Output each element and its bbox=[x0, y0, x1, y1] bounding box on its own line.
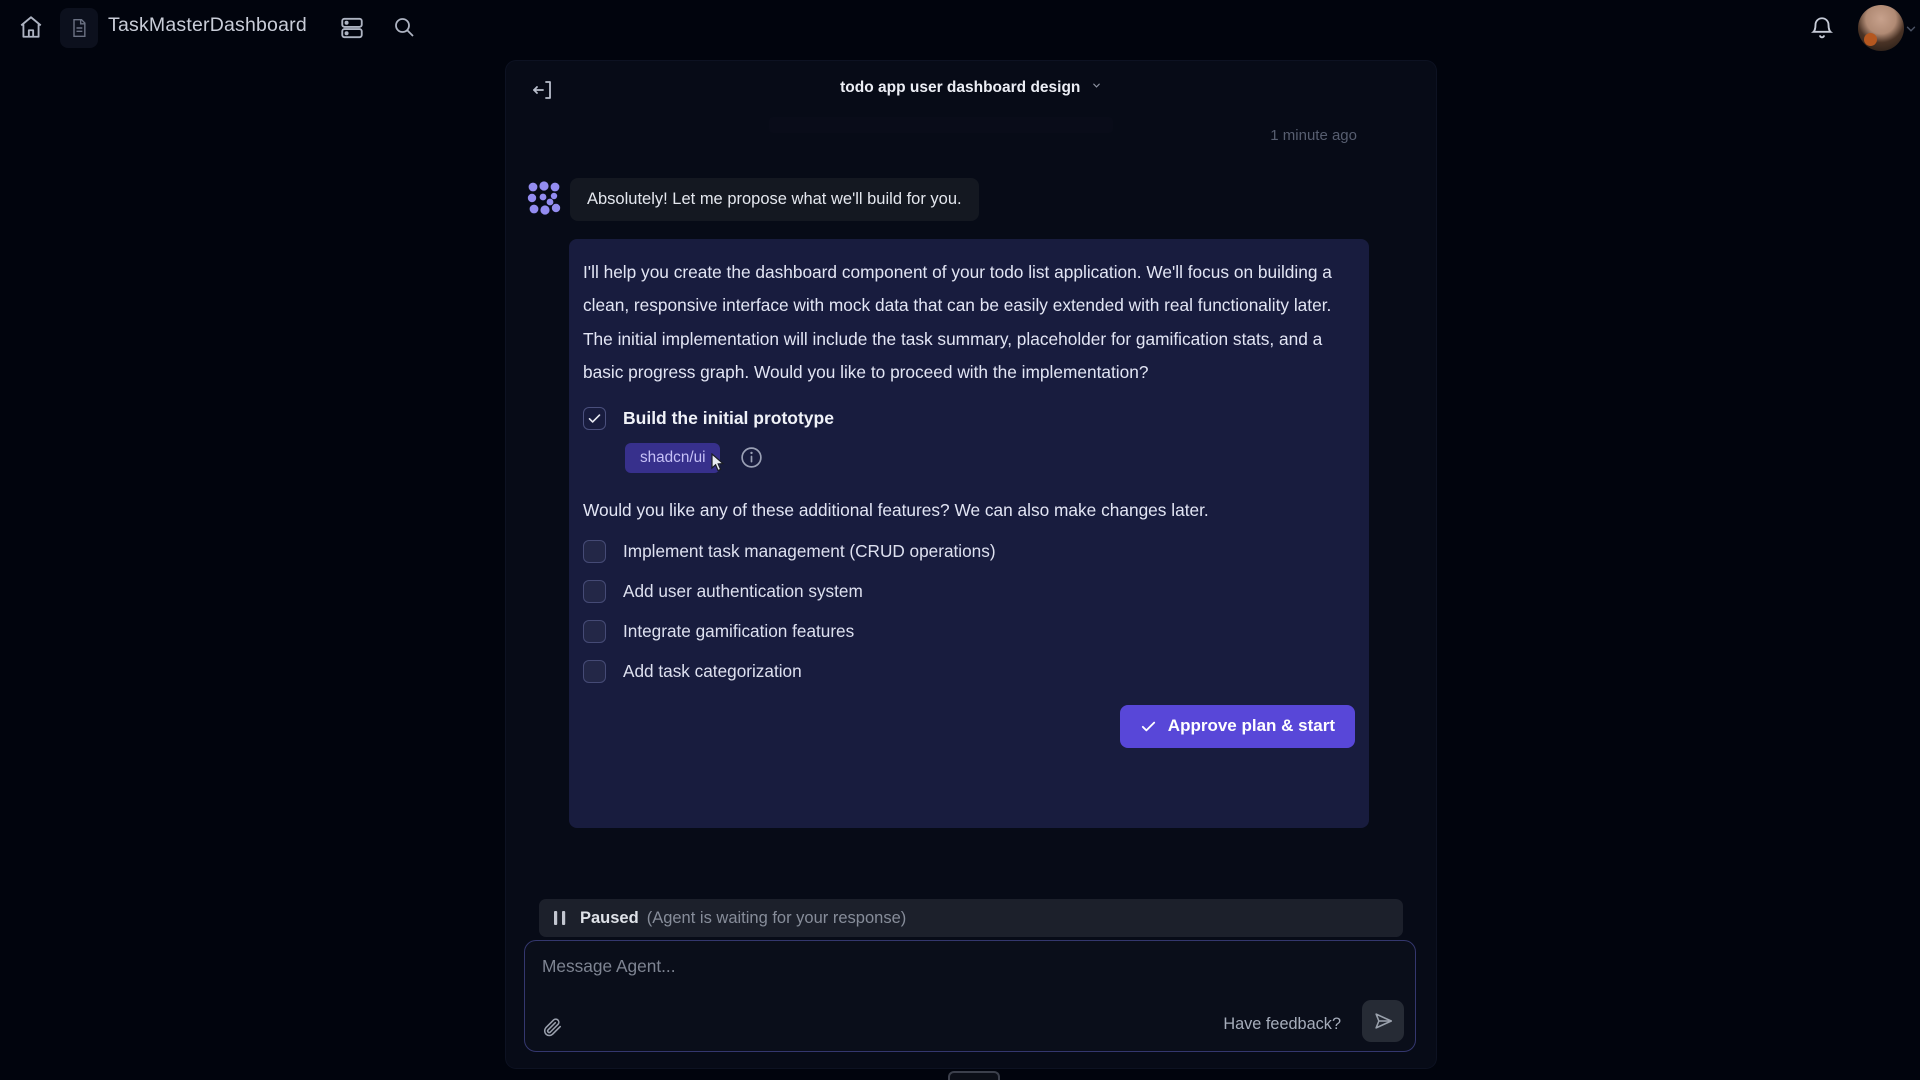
agent-message: Absolutely! Let me propose what we'll build for you. bbox=[570, 178, 979, 221]
feature-options bbox=[583, 540, 1355, 683]
option-label: Integrate gamification features bbox=[623, 620, 855, 641]
paperclip-icon[interactable] bbox=[539, 1014, 565, 1040]
agent-logo-icon bbox=[526, 180, 562, 216]
home-icon[interactable] bbox=[16, 12, 46, 42]
send-button[interactable] bbox=[1362, 1000, 1404, 1042]
project-file-icon[interactable] bbox=[60, 8, 98, 48]
option-row bbox=[583, 660, 1355, 683]
plan-intro: I'll help you create the dashboard component of your todo list application. We'll focus on building a clean, responsive interface with mock data that can be easily extended with real functionality later. The initial implementation will include the task summary, placeholder for gamification stats, and a basic progress graph. Would you like to proceed with the implementation? bbox=[583, 262, 1332, 383]
primary-task-row bbox=[583, 407, 1355, 430]
primary-task-checkbox[interactable] bbox=[583, 407, 606, 430]
primary-task-label: Build the initial prototype bbox=[623, 407, 834, 428]
topbar bbox=[0, 0, 1920, 54]
option-checkbox-gamification[interactable] bbox=[583, 620, 606, 643]
option-row bbox=[583, 540, 1355, 563]
badge-row bbox=[625, 443, 1355, 473]
avatar-chevron-down-icon[interactable] bbox=[1904, 22, 1918, 36]
bell-icon[interactable] bbox=[1806, 12, 1838, 44]
option-row bbox=[583, 580, 1355, 603]
message-timestamp: 1 minute ago bbox=[1270, 127, 1357, 144]
info-icon[interactable] bbox=[739, 445, 764, 470]
app-title: TaskMasterDashboard bbox=[108, 14, 307, 36]
shadcn-badge[interactable]: shadcn/ui bbox=[625, 443, 720, 473]
message-input[interactable] bbox=[525, 941, 1415, 1005]
option-label: Add user authentication system bbox=[623, 580, 863, 601]
message-composer bbox=[524, 940, 1416, 1052]
user-avatar[interactable] bbox=[1858, 5, 1904, 51]
chat-panel bbox=[506, 61, 1436, 1068]
plan-card bbox=[569, 239, 1369, 828]
faded-previous-message bbox=[769, 117, 1113, 133]
check-icon bbox=[1140, 718, 1157, 735]
agent-status-bar bbox=[539, 899, 1403, 937]
feedback-link[interactable]: Have feedback? bbox=[1223, 1015, 1341, 1033]
option-checkbox-categorization[interactable] bbox=[583, 660, 606, 683]
status-state: Paused bbox=[580, 908, 639, 927]
chat-title-dropdown[interactable] bbox=[506, 78, 1436, 97]
chat-title: todo app user dashboard design bbox=[840, 79, 1081, 96]
option-checkbox-authentication[interactable] bbox=[583, 580, 606, 603]
status-detail: (Agent is waiting for your response) bbox=[646, 908, 907, 927]
option-checkbox-task-management[interactable] bbox=[583, 540, 606, 563]
chevron-down-icon bbox=[1091, 78, 1102, 95]
approve-row bbox=[583, 705, 1355, 748]
approve-plan-label: Approve plan & start bbox=[1167, 716, 1335, 736]
server-stack-icon[interactable] bbox=[336, 12, 368, 44]
additional-features-question: Would you like any of these additional features? We can also make changes later. bbox=[583, 499, 1209, 520]
approve-plan-button[interactable] bbox=[1120, 705, 1355, 748]
option-label: Add task categorization bbox=[623, 660, 802, 681]
search-icon[interactable] bbox=[390, 13, 418, 41]
option-label: Implement task management (CRUD operations) bbox=[623, 540, 996, 561]
option-row bbox=[583, 620, 1355, 643]
bottom-drag-handle[interactable] bbox=[948, 1071, 1000, 1080]
pause-icon bbox=[553, 910, 567, 926]
send-icon bbox=[1372, 1010, 1394, 1032]
